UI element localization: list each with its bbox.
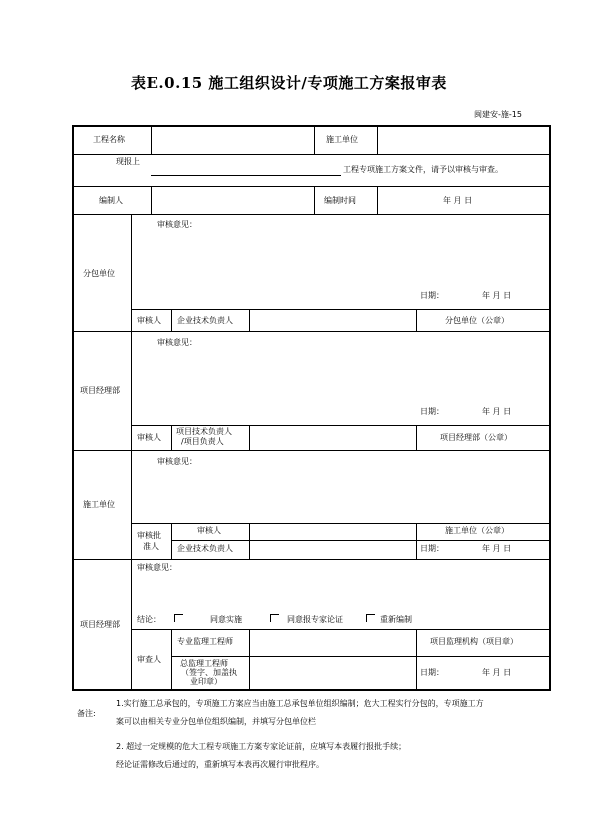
pm-dept-date-label: 日期：	[420, 407, 444, 416]
subcontractor-unit-label: 分包单位	[83, 269, 115, 278]
supervision-opinion-field[interactable]	[140, 576, 540, 610]
contractor-approver-line1: 审核批	[137, 531, 161, 540]
note-2-line-1: 2. 超过一定规模的危大工程专项施工方案专家论证前，应填写本表履行报批手续；	[116, 742, 407, 751]
subcontractor-opinion-label: 审核意见：	[157, 220, 197, 229]
expert-option-label: 同意报专家论证	[287, 615, 343, 624]
prof-engineer-signature-field[interactable]	[254, 632, 410, 652]
subcontractor-signature-field[interactable]	[254, 312, 410, 328]
submit-suffix: 工程专项施工方案文件，请予以审核与审查。	[343, 165, 503, 174]
chief-engineer-line2: （签字、加盖执	[181, 668, 237, 677]
contractor-seal-label: 施工单位（公章）	[445, 526, 509, 535]
chief-engineer-line3: 业印章）	[190, 677, 222, 686]
pm-dept-tech-lead-line2: /项目负责人	[181, 437, 224, 446]
conclusion-label: 结论：	[137, 615, 161, 624]
pm-dept-reviewer-label: 审核人	[137, 433, 161, 442]
chief-engineer-line1: 总监理工程师	[180, 659, 228, 668]
redo-option-label: 重新编制	[380, 615, 412, 624]
agree-option-label: 同意实施	[210, 615, 242, 624]
pm-dept-seal-label: 项目经理部（公章）	[440, 433, 512, 442]
note-1-line-2: 案可以由相关专业分包单位组织编制，并填写分包单位栏	[116, 717, 316, 726]
contractor-tech-lead-label: 企业技术负责人	[177, 544, 233, 553]
expert-checkbox[interactable]	[270, 614, 279, 622]
prof-engineer-label: 专业监理工程师	[177, 637, 233, 646]
pm-dept-opinion-label: 审核意见：	[157, 338, 197, 347]
contractor-reviewer-signature-field[interactable]	[254, 525, 410, 538]
form-code: 闽建安-施-15	[474, 110, 522, 119]
supervision-date-field[interactable]: 年 月 日	[482, 668, 512, 677]
pm-dept-unit-label: 项目经理部	[80, 386, 120, 395]
subcontractor-reviewer-label: 审核人	[137, 316, 161, 325]
supervision-date-label: 日期：	[420, 668, 444, 677]
contractor-tech-lead-signature-field[interactable]	[254, 542, 410, 556]
construction-unit-label: 施工单位	[326, 135, 358, 144]
pm-dept-signature-field[interactable]	[254, 429, 410, 446]
chief-engineer-signature-field[interactable]	[254, 659, 410, 686]
supervision-reviewer-label: 审查人	[137, 655, 161, 664]
submit-project-field[interactable]	[153, 162, 339, 174]
agree-checkbox[interactable]	[174, 614, 183, 622]
contractor-opinion-label: 审核意见：	[157, 457, 197, 466]
supervision-unit-label: 项目经理部	[80, 620, 120, 629]
compiler-field[interactable]	[158, 190, 308, 210]
note-2-line-2: 经论证需修改后通过的，重新填写本表再次履行审批程序。	[116, 760, 324, 769]
compile-time-label: 编制时间	[324, 196, 356, 205]
redo-checkbox[interactable]	[366, 614, 375, 622]
contractor-approver-line2: 准人	[143, 542, 159, 551]
page-title: 表E.0.15 施工组织设计/专项施工方案报审表	[131, 74, 447, 92]
contractor-unit-label: 施工单位	[83, 500, 115, 509]
subcontractor-tech-lead-label: 企业技术负责人	[177, 316, 233, 325]
subcontractor-date-field[interactable]: 年 月 日	[482, 291, 512, 300]
compile-date-field[interactable]: 年 月 日	[443, 196, 473, 205]
contractor-opinion-field[interactable]	[140, 469, 540, 517]
pm-dept-date-field[interactable]: 年 月 日	[482, 407, 512, 416]
compiler-label: 编制人	[99, 196, 123, 205]
contractor-date-label: 日期：	[420, 544, 444, 553]
subcontractor-seal-label: 分包单位（公章）	[445, 316, 509, 325]
pm-dept-opinion-field[interactable]	[140, 350, 540, 400]
construction-unit-field[interactable]	[384, 130, 544, 150]
project-name-field[interactable]	[158, 130, 308, 150]
contractor-date-field[interactable]: 年 月 日	[482, 544, 512, 553]
project-name-label: 工程名称	[93, 135, 125, 144]
subcontractor-opinion-field[interactable]	[140, 232, 540, 287]
subcontractor-date-label: 日期：	[420, 291, 444, 300]
submit-prefix: 现报上	[116, 157, 140, 166]
note-1-line-1: 1.实行施工总承包的，专项施工方案应当由施工总承包单位组织编制；危大工程实行分包的，专项施工方	[116, 699, 484, 708]
pm-dept-tech-lead-line1: 项目技术负责人	[176, 427, 232, 436]
contractor-reviewer-label: 审核人	[197, 526, 221, 535]
supervision-opinion-label: 审核意见：	[137, 563, 177, 572]
supervision-seal-label: 项目监理机构（项目章）	[430, 637, 518, 646]
notes-label: 备注:	[77, 709, 96, 718]
